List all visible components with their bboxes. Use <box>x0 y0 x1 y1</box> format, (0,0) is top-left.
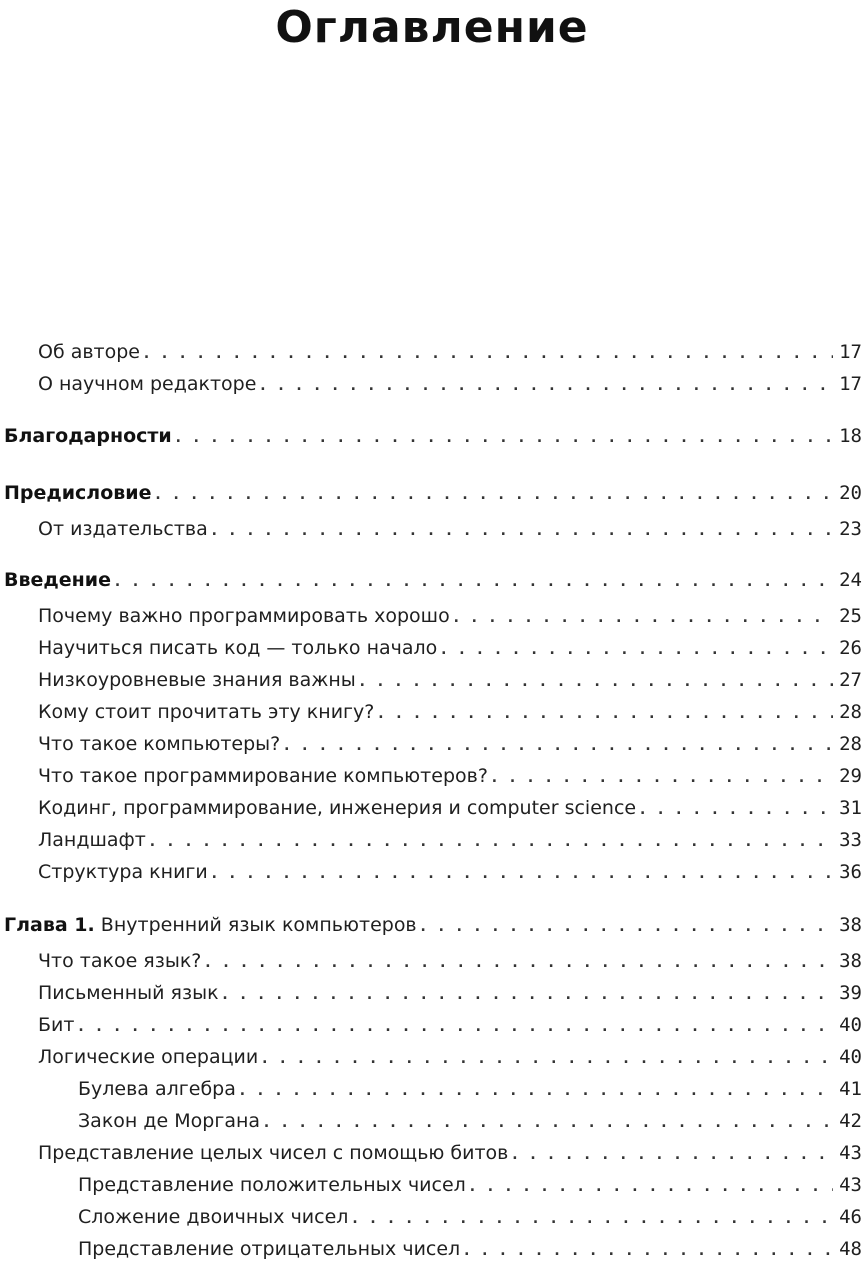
toc-page-number: 26 <box>839 637 862 659</box>
toc-entry[interactable] <box>0 632 862 664</box>
dot-leader <box>376 697 833 729</box>
dot-leader <box>142 337 833 369</box>
toc-entry-label: О научном редакторе <box>38 373 257 395</box>
dot-leader <box>210 857 833 889</box>
dot-leader <box>462 1234 833 1266</box>
dot-leader <box>221 978 834 1010</box>
toc-entry[interactable] <box>0 728 862 760</box>
toc-entry[interactable] <box>0 792 862 824</box>
toc-page-number: 17 <box>839 373 862 395</box>
toc-entry-label: Ландшафт <box>38 829 146 851</box>
dot-leader <box>282 729 833 761</box>
toc-entry-label: Представление отрицательных чисел <box>78 1238 461 1260</box>
toc-page-number: 18 <box>839 425 862 447</box>
toc-entry[interactable] <box>0 1009 862 1041</box>
dot-leader <box>210 514 833 546</box>
toc-chapter-entry[interactable] <box>0 909 862 941</box>
toc-entry[interactable] <box>0 368 862 400</box>
toc-entry[interactable] <box>0 1137 862 1169</box>
toc-entry[interactable] <box>0 760 862 792</box>
toc-page-number: 28 <box>839 733 862 755</box>
toc-page-number: 25 <box>839 605 862 627</box>
toc-page-number: 40 <box>839 1046 862 1068</box>
toc-page-number: 46 <box>839 1206 862 1228</box>
toc-page-number: 31 <box>839 797 862 819</box>
dot-leader <box>490 761 833 793</box>
toc-entry-label: Введение <box>4 569 111 591</box>
dot-leader <box>113 565 833 597</box>
toc-page-number: 20 <box>839 482 862 504</box>
toc-page-number: 28 <box>839 701 862 723</box>
dot-leader <box>468 1170 833 1202</box>
toc-page-number: 38 <box>839 914 862 936</box>
toc-section-entry[interactable] <box>0 564 862 596</box>
toc-page-number: 27 <box>839 669 862 691</box>
toc-entry[interactable] <box>0 696 862 728</box>
toc-page-number: 40 <box>839 1014 862 1036</box>
dot-leader <box>350 1202 833 1234</box>
dot-leader <box>76 1010 833 1042</box>
toc-subentry[interactable] <box>0 1233 862 1265</box>
toc-entry[interactable] <box>0 1041 862 1073</box>
toc-subentry[interactable] <box>0 1201 862 1233</box>
toc-page-number: 39 <box>839 982 862 1004</box>
dot-leader <box>260 1042 833 1074</box>
dot-leader <box>262 1106 833 1138</box>
toc-entry-label: Сложение двоичных чисел <box>78 1206 349 1228</box>
toc-entry[interactable] <box>0 824 862 856</box>
toc-section-entry[interactable] <box>0 420 862 452</box>
toc-page-number: 43 <box>839 1142 862 1164</box>
dot-leader <box>419 910 833 942</box>
toc-entry-label: Кодинг, программирование, инженерия и computer science <box>38 797 637 819</box>
toc-subentry[interactable] <box>0 1105 862 1137</box>
toc-entry-label: Об авторе <box>38 341 140 363</box>
toc-page-number: 41 <box>839 1078 862 1100</box>
toc-entry-label: Письменный язык <box>38 982 219 1004</box>
toc-page-number: 43 <box>839 1174 862 1196</box>
toc-page-number: 33 <box>839 829 862 851</box>
toc-entry-label: Что такое язык? <box>38 950 202 972</box>
toc-entry[interactable] <box>0 856 862 888</box>
toc-entry-label: Глава 1. Внутренний язык компьютеров <box>4 914 417 936</box>
toc-entry[interactable] <box>0 513 862 545</box>
dot-leader <box>452 601 833 633</box>
toc-entry-label: Булева алгебра <box>78 1078 236 1100</box>
toc-entry[interactable] <box>0 600 862 632</box>
toc-entry[interactable] <box>0 336 862 368</box>
toc-entry-label: Предисловие <box>4 482 152 504</box>
dot-leader <box>148 825 833 857</box>
toc-entry-label: Представление положительных чисел <box>78 1174 466 1196</box>
toc-page-number: 36 <box>839 861 862 883</box>
toc-entry-label: Кому стоит прочитать эту книгу? <box>38 701 375 723</box>
toc-entry-label: Бит <box>38 1014 75 1036</box>
dot-leader <box>174 421 833 453</box>
toc-entry-label: Почему важно программировать хорошо <box>38 605 450 627</box>
toc-entry-label: Научиться писать код — только начало <box>38 637 438 659</box>
toc-entry-label: Что такое компьютеры? <box>38 733 281 755</box>
toc-entry-label: Логические операции <box>38 1046 259 1068</box>
toc-entry-label: Низкоуровневые знания важны <box>38 669 356 691</box>
toc-section-entry[interactable] <box>0 477 862 509</box>
toc-page-number: 48 <box>839 1238 862 1260</box>
toc-entry-label: От издательства <box>38 518 208 540</box>
toc-page-number: 42 <box>839 1110 862 1132</box>
toc-subentry[interactable] <box>0 1169 862 1201</box>
dot-leader <box>510 1138 833 1170</box>
dot-leader <box>203 946 833 978</box>
toc-page-number: 17 <box>839 341 862 363</box>
toc-subentry[interactable] <box>0 1073 862 1105</box>
toc-entry-label: Благодарности <box>4 425 172 447</box>
dot-leader <box>638 793 833 825</box>
toc-entry[interactable] <box>0 945 862 977</box>
toc-page-number: 29 <box>839 765 862 787</box>
dot-leader <box>154 478 834 510</box>
toc-page-number: 24 <box>839 569 862 591</box>
page-title: Оглавление <box>275 2 589 53</box>
toc-entry[interactable] <box>0 664 862 696</box>
dot-leader <box>238 1074 833 1106</box>
dot-leader <box>439 633 833 665</box>
toc-entry-label: Закон де Моргана <box>78 1110 261 1132</box>
toc-entry-label: Представление целых чисел с помощью битов <box>38 1142 509 1164</box>
toc-entry-label: Структура книги <box>38 861 208 883</box>
toc-entry-label: Что такое программирование компьютеров? <box>38 765 488 787</box>
toc-page-number: 23 <box>839 518 862 540</box>
dot-leader <box>358 665 833 697</box>
dot-leader <box>258 369 833 401</box>
toc-entry[interactable] <box>0 977 862 1009</box>
toc-page-number: 38 <box>839 950 862 972</box>
